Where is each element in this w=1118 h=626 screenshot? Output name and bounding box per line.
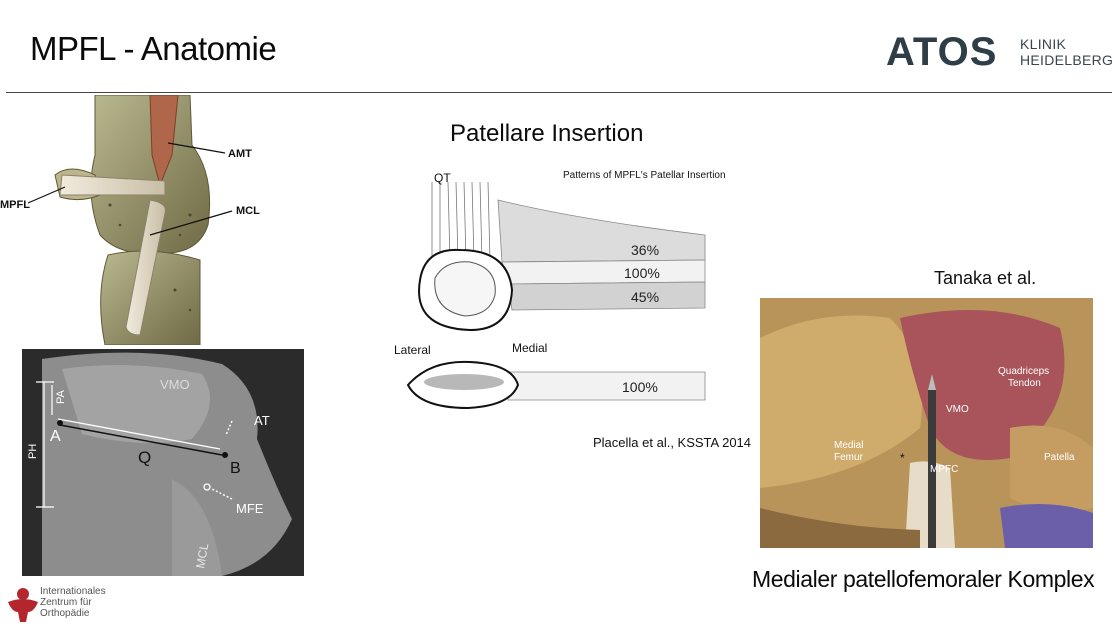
band-value-2: 100% — [624, 265, 660, 281]
medial-label: Medial — [512, 341, 548, 355]
slide-title: MPFL - Anatomie — [30, 30, 277, 67]
izo-line-2: Zentrum für — [40, 597, 92, 608]
header-divider — [6, 92, 1112, 93]
vmo-cadaver-label: VMO — [946, 404, 969, 415]
mpfl-label: MPFL — [0, 199, 30, 211]
atos-logo: ATOS — [886, 30, 998, 74]
amt-label: AMT — [228, 148, 252, 160]
star-marker: * — [900, 451, 905, 465]
pa-label: PA — [55, 390, 67, 404]
patellar-insertion-diagram — [390, 160, 750, 460]
lateral-label: Lateral — [394, 343, 431, 357]
heidelberg-line: HEIDELBERG — [1020, 52, 1114, 68]
klinik-line: KLINIK — [1020, 36, 1067, 52]
q-label: Q — [138, 448, 152, 467]
qt-label: QT — [434, 171, 451, 185]
medial-femur-label: Medial — [834, 440, 864, 451]
point-a-label: A — [50, 428, 61, 445]
at-label: AT — [254, 413, 270, 428]
bottom-band-value: 100% — [622, 379, 658, 395]
point-b-label: B — [230, 460, 241, 477]
placella-citation: Placella et al., KSSTA 2014 — [593, 435, 752, 450]
femur-label: Femur — [834, 452, 863, 463]
mcl-photo-label: MCL — [193, 542, 212, 570]
mfe-label: MFE — [236, 501, 264, 516]
izo-line-3: Orthopädie — [40, 608, 90, 619]
patella-label: Patella — [1044, 452, 1075, 463]
band-value-3: 45% — [631, 289, 660, 305]
quadriceps-label: Quadriceps — [998, 366, 1050, 377]
patterns-chart-title: Patterns of MPFL's Patellar Insertion — [563, 170, 726, 181]
ph-label: PH — [27, 443, 39, 459]
mcl-label: MCL — [236, 205, 260, 217]
tendon-label: Tendon — [1008, 378, 1041, 389]
izo-logo-text — [40, 586, 106, 619]
dissection-photo — [22, 349, 304, 576]
knee-illustration — [0, 95, 290, 345]
tanaka-caption: Tanaka et al. — [934, 268, 1037, 288]
vmo-photo-label: VMO — [160, 377, 190, 392]
klinik-logo-text — [1020, 36, 1113, 68]
izo-logo-mark — [6, 586, 40, 622]
mpfc-label: MPFC — [930, 464, 959, 475]
cadaver-photo — [760, 298, 1093, 548]
medialer-caption: Medialer patellofemoraler Komplex — [752, 566, 1095, 592]
patellare-insertion-heading: Patellare Insertion — [450, 120, 644, 147]
band-value-1: 36% — [631, 242, 660, 258]
izo-line-1: Internationales — [40, 586, 106, 597]
